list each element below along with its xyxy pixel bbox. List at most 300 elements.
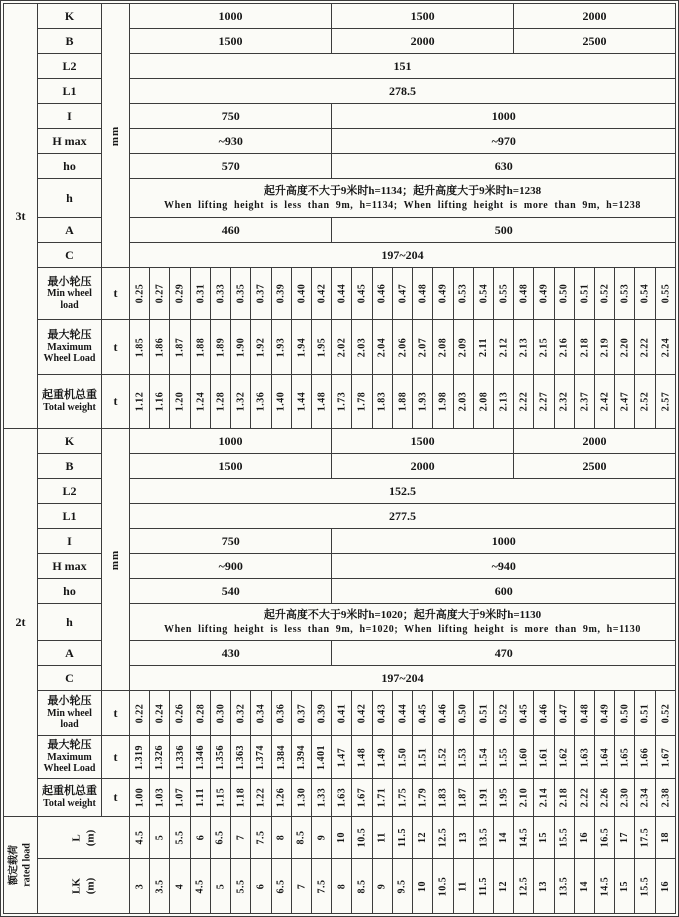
value-text: 1.66 <box>639 747 651 767</box>
load-label-cn: 最大轮压 <box>47 739 92 752</box>
value-cell <box>454 268 474 320</box>
value-text: 17 <box>619 832 631 843</box>
value-cell <box>130 375 150 428</box>
value-cell <box>211 859 231 913</box>
value-cell <box>130 817 150 859</box>
value-text: 15.5 <box>639 876 651 896</box>
value-cell <box>615 320 635 375</box>
value-text: 1.44 <box>295 391 307 412</box>
value-cell <box>413 375 433 428</box>
value-text: 1.319 <box>134 744 146 770</box>
value-text: 0.35 <box>235 283 247 304</box>
value-cell <box>454 320 474 375</box>
dim-value: 460 <box>130 218 332 242</box>
footer-label-lk <box>38 859 130 913</box>
value-text: 2.08 <box>477 391 489 412</box>
value-text: 2.22 <box>578 787 590 808</box>
value-text: 1.93 <box>275 337 287 357</box>
value-cell <box>393 375 413 428</box>
value-text: 1.48 <box>316 391 328 412</box>
value-text: 1.50 <box>396 747 408 767</box>
value-text: 12 <box>417 832 429 843</box>
value-cell <box>514 859 534 913</box>
value-cell <box>474 817 494 859</box>
dim-block-3t <box>38 4 675 268</box>
value-cell <box>211 736 231 779</box>
value-cell <box>575 779 595 816</box>
load-label-max-wheel <box>38 320 102 375</box>
value-cell <box>595 859 615 913</box>
value-text: 0.33 <box>214 283 226 304</box>
value-text: 1.63 <box>336 787 348 808</box>
dim-value: 750 <box>130 104 332 128</box>
value-cell <box>635 691 655 736</box>
param-label-k: K <box>38 4 102 29</box>
value-text: 0.47 <box>558 703 570 723</box>
value-cell <box>150 320 170 375</box>
value-text: 0.22 <box>134 703 146 723</box>
load-label-cn: 最小轮压 <box>47 695 92 708</box>
h-note-en: When lifting height is less than 9m, h=1020; When lifting height is more than 9m, h=1130 <box>164 623 641 635</box>
value-text: 14 <box>578 880 590 892</box>
value-text: 2.32 <box>558 391 570 412</box>
value-cell <box>170 736 190 779</box>
h-note-en: When lifting height is less than 9m, h=1134; When lifting height is more than 9m, h=1238 <box>164 199 641 211</box>
value-cell <box>231 736 251 779</box>
dim-value: 197~204 <box>381 670 424 685</box>
value-text: 2.18 <box>578 337 590 357</box>
value-cell <box>635 859 655 913</box>
value-cell <box>534 779 554 816</box>
value-text: 2.19 <box>599 337 611 357</box>
param-label-l2: L2 <box>38 479 102 504</box>
param-label-l2: L2 <box>38 54 102 79</box>
value-text: 3 <box>134 883 146 889</box>
value-text: 1.336 <box>174 744 186 770</box>
param-label-h: h <box>38 179 102 218</box>
value-cell <box>211 779 231 816</box>
value-cell <box>575 817 595 859</box>
value-text: 16 <box>578 832 590 843</box>
value-text: 4 <box>174 883 186 889</box>
load-label-total-weight <box>38 779 102 816</box>
value-text: 1.28 <box>214 391 226 412</box>
load-label-en: Maximum Wheel Load <box>43 341 96 365</box>
value-cell <box>514 779 534 816</box>
value-cell <box>150 691 170 736</box>
value-cell <box>474 268 494 320</box>
min-wheel-values-3t <box>130 268 675 320</box>
dim-value: 1500 <box>332 4 514 28</box>
value-text: 0.37 <box>295 703 307 723</box>
span-values-lk <box>130 859 675 913</box>
param-label-i: I <box>38 104 102 129</box>
value-cell <box>170 375 190 428</box>
h-note-cell <box>130 604 675 640</box>
dim-value: 540 <box>130 579 332 603</box>
value-cell <box>656 375 675 428</box>
value-text: 0.36 <box>275 703 287 723</box>
value-text: 2.22 <box>518 391 530 412</box>
dim-value: 1500 <box>130 454 332 478</box>
value-cell <box>312 817 332 859</box>
value-text: 7 <box>235 834 247 841</box>
value-cell <box>312 736 332 779</box>
span-values-l <box>130 817 675 859</box>
value-cell <box>231 320 251 375</box>
value-text: 1.36 <box>255 391 267 412</box>
max-wheel-values-2t <box>130 736 675 779</box>
value-text: 0.51 <box>578 283 590 304</box>
value-text: 10 <box>417 880 429 892</box>
value-text: 0.48 <box>578 703 590 723</box>
value-text: 0.43 <box>376 703 388 723</box>
load-label-min-wheel <box>38 691 102 736</box>
value-text: 5 <box>154 834 166 841</box>
value-cell <box>433 736 453 779</box>
value-text: 13 <box>457 832 469 843</box>
value-text: 0.50 <box>457 703 469 723</box>
value-text: 16.5 <box>599 827 611 848</box>
value-text: 1.63 <box>578 747 590 767</box>
value-text: 0.53 <box>619 283 631 304</box>
value-cell <box>595 779 615 816</box>
dim-value: ~940 <box>491 558 516 573</box>
value-cell <box>292 779 312 816</box>
footer-label-l-text <box>70 829 98 846</box>
group-label-3t <box>4 4 38 428</box>
value-text: 14.5 <box>599 876 611 896</box>
param-label-l1: L1 <box>38 504 102 529</box>
value-cell <box>332 320 352 375</box>
value-text: 0.50 <box>558 283 570 304</box>
value-cell <box>514 268 534 320</box>
value-text: 1.15 <box>214 787 226 808</box>
dim-row-ho <box>130 579 675 604</box>
value-text: 7.5 <box>255 830 267 845</box>
value-text: 0.42 <box>356 703 368 723</box>
value-text: 1.71 <box>376 787 388 808</box>
value-cell <box>231 817 251 859</box>
value-text: 2.22 <box>639 337 651 357</box>
dim-value: 1500 <box>332 429 514 453</box>
unit-t-label: t <box>102 691 130 736</box>
load-label-cn: 最大轮压 <box>47 329 92 342</box>
dim-value: 2000 <box>332 29 514 53</box>
total-weight-values-2t <box>130 779 675 816</box>
value-text: 1.24 <box>194 391 206 412</box>
dim-row-hmax <box>130 129 675 154</box>
group-label-2t <box>4 429 38 816</box>
param-label-b: B <box>38 29 102 54</box>
value-cell <box>191 375 211 428</box>
value-text: 1.98 <box>437 391 449 412</box>
value-text: 2.37 <box>578 391 590 412</box>
dim-value: ~970 <box>491 133 516 148</box>
value-text: 8.5 <box>356 879 368 893</box>
dim-value: ~930 <box>130 129 332 153</box>
value-cell <box>474 859 494 913</box>
value-text: 1.83 <box>437 787 449 808</box>
value-cell <box>635 736 655 779</box>
rated-load-label <box>4 817 38 913</box>
footer-label-l <box>38 817 130 859</box>
value-cell <box>352 859 372 913</box>
param-label-a: A <box>38 641 102 666</box>
value-cell <box>494 268 514 320</box>
dim-row-c <box>130 666 675 691</box>
value-text: 1.60 <box>518 747 530 767</box>
value-cell <box>272 779 292 816</box>
value-cell <box>514 375 534 428</box>
value-cell <box>272 691 292 736</box>
value-cell <box>130 691 150 736</box>
value-cell <box>352 736 372 779</box>
value-cell <box>352 320 372 375</box>
value-cell <box>373 859 393 913</box>
value-cell <box>170 320 190 375</box>
value-text: 2.18 <box>558 787 570 808</box>
value-cell <box>191 268 211 320</box>
value-cell <box>251 268 271 320</box>
value-text: 1.86 <box>154 337 166 357</box>
param-label-c: C <box>38 666 102 691</box>
value-cell <box>251 375 271 428</box>
value-cell <box>474 320 494 375</box>
value-text: 1.26 <box>275 787 287 808</box>
dim-value: 470 <box>494 645 513 660</box>
value-cell <box>373 691 393 736</box>
value-cell <box>615 859 635 913</box>
value-text: 2.47 <box>619 391 631 412</box>
value-text: 0.54 <box>477 283 489 304</box>
unit-t-label: t <box>102 736 130 779</box>
total-weight-values-3t <box>130 375 675 428</box>
value-text: 2.38 <box>659 787 671 808</box>
value-text: 1.16 <box>154 391 166 412</box>
unit-t-label: t <box>102 320 130 375</box>
value-text: 1.11 <box>194 788 206 807</box>
footer-body <box>38 817 675 913</box>
value-text: 2.09 <box>457 337 469 357</box>
value-text: 0.52 <box>498 703 510 723</box>
value-text: 0.52 <box>599 283 611 304</box>
value-cell <box>332 375 352 428</box>
dim-value: 2000 <box>582 433 607 448</box>
unit-cell-mm <box>102 4 130 268</box>
load-label-en: Total weight <box>43 402 96 414</box>
value-text: 0.45 <box>417 703 429 723</box>
param-label-a: A <box>38 218 102 243</box>
value-cell <box>494 320 514 375</box>
value-cell <box>656 817 675 859</box>
dim-row-h <box>130 179 675 218</box>
unit-mm-label: mm <box>109 125 122 146</box>
value-text: 0.32 <box>235 703 247 723</box>
dim-value: 278.5 <box>389 83 416 98</box>
value-cell <box>615 691 635 736</box>
value-cell <box>615 779 635 816</box>
dim-row-ho <box>130 154 675 179</box>
param-label-hmax: H max <box>38 554 102 579</box>
value-cell <box>514 736 534 779</box>
value-cell <box>454 859 474 913</box>
value-text: 0.42 <box>316 283 328 304</box>
value-text: 6.5 <box>275 879 287 893</box>
value-text: 1.18 <box>235 787 247 808</box>
group-label-3t-text: 3t <box>15 208 26 223</box>
value-cell <box>615 375 635 428</box>
value-text: 4.5 <box>134 830 146 845</box>
value-cell <box>575 268 595 320</box>
value-text: 0.34 <box>255 703 267 723</box>
value-cell <box>494 375 514 428</box>
dim-value: 197~204 <box>381 247 424 262</box>
value-text: 9 <box>316 834 328 841</box>
value-cell <box>454 375 474 428</box>
value-text: 0.48 <box>518 283 530 304</box>
value-text: 8.5 <box>295 830 307 845</box>
load-label-cn: 起重机总重 <box>42 389 97 402</box>
dim-row-k <box>130 429 675 454</box>
dim-row-i <box>130 104 675 129</box>
value-cell <box>251 691 271 736</box>
value-text: 10.5 <box>356 827 368 848</box>
dim-value: 2000 <box>582 8 607 23</box>
dim-row-a <box>130 218 675 243</box>
value-cell <box>272 375 292 428</box>
dim-row-a <box>130 641 675 666</box>
dim-row-l2 <box>130 479 675 504</box>
unit-cell-mm <box>102 429 130 691</box>
value-text: 1.64 <box>599 747 611 767</box>
value-cell <box>292 375 312 428</box>
value-cell <box>312 375 332 428</box>
load-row-total-weight-3t <box>38 375 675 428</box>
value-cell <box>231 268 251 320</box>
value-cell <box>130 779 150 816</box>
value-cell <box>272 859 292 913</box>
value-cell <box>170 268 190 320</box>
value-cell <box>413 268 433 320</box>
load-label-en: Min wheel load <box>47 707 92 731</box>
value-cell <box>191 817 211 859</box>
value-cell <box>191 859 211 913</box>
value-cell <box>433 320 453 375</box>
value-text: 1.326 <box>154 744 166 770</box>
value-text: 2.02 <box>336 337 348 357</box>
param-label-i: I <box>38 529 102 554</box>
dim-value: 152.5 <box>389 483 416 498</box>
value-cell <box>393 736 413 779</box>
value-cell <box>454 691 474 736</box>
value-cell <box>373 779 393 816</box>
dim-value: 2500 <box>582 458 607 473</box>
value-text: 2.16 <box>558 337 570 357</box>
value-text: 0.44 <box>336 283 348 304</box>
value-cell <box>332 736 352 779</box>
value-text: 0.45 <box>356 283 368 304</box>
value-cell <box>433 779 453 816</box>
value-text: 2.03 <box>356 337 368 357</box>
value-cell <box>251 817 271 859</box>
value-text: 15 <box>619 880 631 892</box>
value-text: 13 <box>538 880 550 892</box>
h-note-cell <box>130 179 675 217</box>
load-label-total-weight <box>38 375 102 428</box>
load-row-min-wheel-3t <box>38 268 675 320</box>
value-text: 1.61 <box>538 747 550 767</box>
value-cell <box>211 320 231 375</box>
value-cell <box>373 268 393 320</box>
dim-row-c <box>130 243 675 268</box>
value-text: 1.374 <box>255 744 267 770</box>
value-text: 1.55 <box>498 747 510 767</box>
value-cell <box>312 779 332 816</box>
value-cell <box>150 268 170 320</box>
value-cell <box>352 375 372 428</box>
value-text: 13.5 <box>558 876 570 896</box>
value-text: 6 <box>194 834 206 841</box>
value-cell <box>433 268 453 320</box>
value-text: 16 <box>659 880 671 892</box>
value-cell <box>555 320 575 375</box>
value-text: 14.5 <box>518 827 530 848</box>
section-2t-body <box>38 429 675 816</box>
dim-value: 750 <box>130 529 332 553</box>
value-text: 0.50 <box>619 703 631 723</box>
value-cell <box>534 375 554 428</box>
dim-value: ~900 <box>130 554 332 578</box>
value-cell <box>595 691 615 736</box>
value-text: 1.03 <box>154 787 166 808</box>
value-cell <box>272 268 292 320</box>
value-cell <box>433 691 453 736</box>
value-text: 11 <box>457 880 469 892</box>
value-cell <box>332 691 352 736</box>
value-text: 0.46 <box>437 703 449 723</box>
value-text: 0.30 <box>214 703 226 723</box>
value-cell <box>635 268 655 320</box>
param-label-h: h <box>38 604 102 641</box>
value-cell <box>170 859 190 913</box>
value-cell <box>373 817 393 859</box>
value-text: 0.47 <box>396 283 408 304</box>
value-text: 1.22 <box>255 787 267 808</box>
value-cell <box>251 736 271 779</box>
value-text: 0.27 <box>154 283 166 304</box>
value-text: 0.49 <box>599 703 611 723</box>
dim-row-l1 <box>130 79 675 104</box>
value-cell <box>494 817 514 859</box>
value-text: 1.52 <box>437 747 449 767</box>
value-cell <box>191 736 211 779</box>
value-cell <box>292 320 312 375</box>
value-text: 1.65 <box>619 747 631 767</box>
value-text: 1.40 <box>275 391 287 412</box>
value-text: 0.28 <box>194 703 206 723</box>
value-cell <box>150 817 170 859</box>
load-label-cn: 最小轮压 <box>47 275 92 288</box>
value-text: 13.5 <box>477 827 489 848</box>
value-text: 14 <box>498 832 510 843</box>
value-text: 1.89 <box>214 337 226 357</box>
value-cell <box>413 691 433 736</box>
value-text: 7.5 <box>316 879 328 893</box>
value-cell <box>656 859 675 913</box>
value-cell <box>150 779 170 816</box>
value-text: 1.363 <box>235 744 247 770</box>
